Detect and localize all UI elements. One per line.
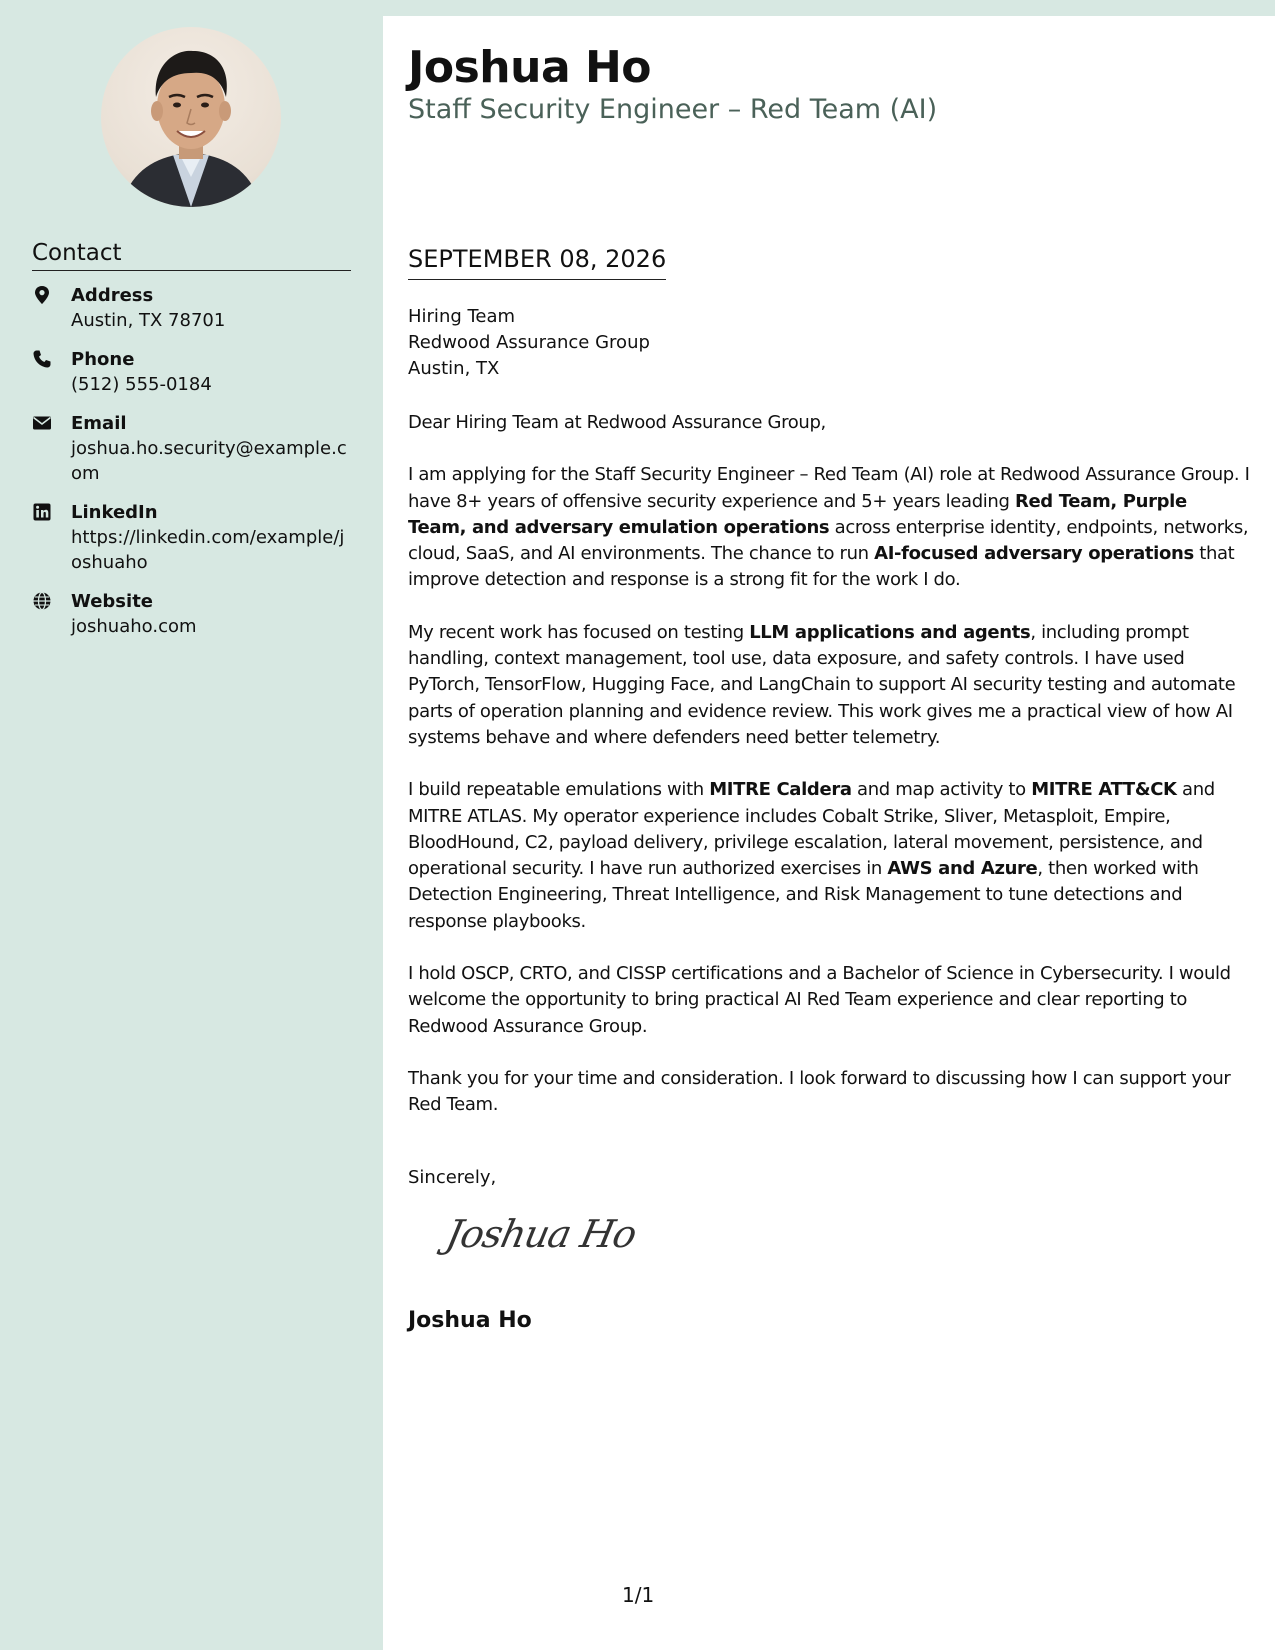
paragraph-5: Thank you for your time and consideration. I look forward to discussing how I can support your Red Team. <box>408 1067 1231 1116</box>
salutation: Dear Hiring Team at Redwood Assurance Group, <box>408 412 826 433</box>
paragraph-1: I am applying for the Staff Security Engineer – Red Team (AI) role at Redwood Assurance Group. I have 8+ years of offensive security experience and 5+ years leading Red Team, Purple Team, and adversary emulation operations across enterprise identity, endpoints, networks, cloud, SaaS, and AI environments. The chance to run AI-focused adversary operations that improve detection and response is a strong fit for the work I do. <box>408 464 1250 591</box>
linkedin-link[interactable]: https://linkedin.com/example/joshuaho <box>71 527 345 573</box>
contact-label: Address <box>71 285 154 306</box>
recipient-block <box>408 304 650 382</box>
contact-label: Website <box>71 591 154 612</box>
contact-label: Phone <box>71 349 135 370</box>
sidebar <box>0 0 383 1650</box>
map-pin-icon <box>32 285 52 305</box>
recipient-line: Redwood Assurance Group <box>408 332 650 353</box>
letter-date: SEPTEMBER 08, 2026 <box>408 245 666 280</box>
paragraph-3: I build repeatable emulations with MITRE Caldera and map activity to MITRE ATT&CK and MITRE ATLAS. My operator experience includes Cobalt Strike, Sliver, Metasploit, Empire, BloodHound, C2, payload delivery, privilege escalation, lateral movement, persistence, and operational security. I have run authorized exercises in AWS and Azure, then worked with Detection Engineering, Threat Intelligence, and Risk Management to tune detections and response playbooks. <box>408 779 1215 932</box>
email-link[interactable]: joshua.ho.security@example.com <box>71 438 347 484</box>
address-value: Austin, TX 78701 <box>71 310 226 331</box>
phone-value: (512) 555-0184 <box>71 374 212 395</box>
contact-list <box>32 283 352 653</box>
contact-address <box>32 283 352 333</box>
applicant-name: Joshua Ho <box>408 42 651 93</box>
contact-phone <box>32 347 352 397</box>
contact-website <box>32 589 352 639</box>
contact-heading: Contact <box>32 240 351 271</box>
globe-icon <box>32 591 52 611</box>
linkedin-icon <box>32 502 52 522</box>
recipient-line: Austin, TX <box>408 358 500 379</box>
recipient-line: Hiring Team <box>408 306 516 327</box>
signer-name: Joshua Ho <box>408 1308 532 1333</box>
contact-email <box>32 411 352 486</box>
job-title: Staff Security Engineer – Red Team (AI) <box>408 94 938 125</box>
profile-photo <box>101 27 281 207</box>
website-link[interactable]: joshuaho.com <box>71 616 197 637</box>
handwritten-signature: Joshua Ho <box>442 1212 640 1256</box>
paragraph-2: My recent work has focused on testing LLM applications and agents, including prompt handling, context management, tool use, data exposure, and safety controls. I have used PyTorch, TensorFlow, Hugging Face, and LangChain to support AI security testing and automate parts of operation planning and evidence review. This work gives me a practical view of how AI systems behave and where defenders need better telemetry. <box>408 621 1236 748</box>
contact-linkedin <box>32 500 352 575</box>
portrait-avatar <box>101 27 281 207</box>
letter-content <box>408 410 1250 1145</box>
contact-label: LinkedIn <box>71 502 158 523</box>
letter-body <box>383 16 1275 1650</box>
contact-label: Email <box>71 413 127 434</box>
closing: Sincerely, <box>408 1167 497 1188</box>
envelope-icon <box>32 413 52 433</box>
page-number: 1/1 <box>622 1583 655 1607</box>
phone-icon <box>32 349 52 369</box>
paragraph-4: I hold OSCP, CRTO, and CISSP certifications and a Bachelor of Science in Cybersecurity. I would welcome the opportunity to bring practical AI Red Team experience and clear reporting to Redwood Assurance Group. <box>408 963 1231 1037</box>
